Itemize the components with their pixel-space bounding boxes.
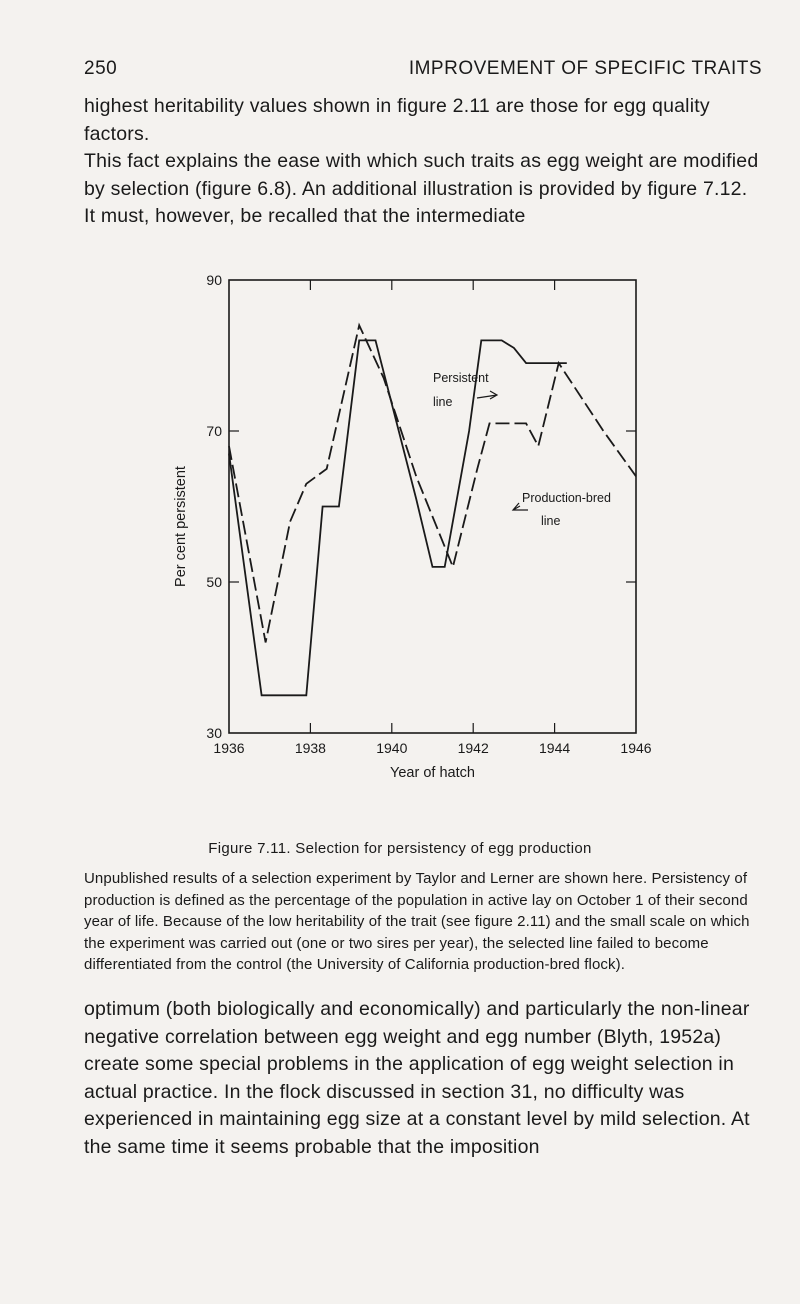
- plot-frame: [229, 280, 636, 733]
- y-tick-label: 90: [206, 272, 222, 288]
- y-axis-label: Per cent persistent: [173, 466, 189, 587]
- figure-caption-body: Unpublished results of a selection experiment by Taylor and Lerner are shown here. Persistency of production is defined as the percentage of the population in active lay on October 1 of their second year of life. Because of the low heritability of the trait (see figure 2.11) and the small scale on which the experiment was carried out (one or two sires per year), the selected line failed to become differentiated from the control (the University of California production-bred flock).: [84, 870, 750, 973]
- x-tick-label: 1940: [376, 740, 408, 756]
- annotation-production-line-label: line: [541, 514, 561, 528]
- series-persistent-line: [229, 340, 567, 695]
- annotations: [433, 371, 611, 528]
- caption-title-text: Selection for persistency of egg production: [295, 840, 592, 857]
- annotation-persistent-arrow: [477, 391, 497, 399]
- body-paragraph-bottom: optimum (both biologically and economically) and particularly the non-linear negative correlation between egg weight and egg number (Blyth, 1952a) create some special problems in the application of egg weight selection in actual practice. In the flock discussed in section 31, no difficulty was experienced in maintaining egg size at a constant level by mild selection. At the same time it seems probable that the imposition: [84, 998, 750, 1158]
- figure-caption-title: [0, 840, 800, 857]
- annotation-persistent-line-label: line: [433, 395, 453, 409]
- annotation-persistent-label: Persistent: [433, 371, 489, 385]
- y-tick-label: 30: [206, 725, 222, 741]
- y-tick-label: 70: [206, 423, 222, 439]
- y-tick-label: 50: [206, 574, 222, 590]
- plot-border: [229, 280, 636, 733]
- x-tick-label: 1938: [294, 740, 326, 756]
- x-axis-label: Year of hatch: [390, 765, 475, 781]
- persistency-chart: [0, 260, 800, 820]
- body-text-2: This fact explains the ease with which such traits as egg weight are modified by selection (figure 6.8). An additional illustration is provided by figure 7.12. It must, however, be recalled that the intermediate: [84, 150, 759, 227]
- x-tick-label: 1936: [213, 740, 245, 756]
- x-tick-label: 1944: [539, 740, 571, 756]
- body-text-1: highest heritability values shown in figure 2.11 are those for egg quality factors.: [84, 95, 710, 145]
- running-title: IMPROVEMENT OF SPECIFIC TRAITS: [408, 58, 762, 79]
- x-tick-label: 1946: [620, 740, 652, 756]
- caption-label: Figure 7.11.: [208, 840, 291, 857]
- x-tick-label: 1942: [457, 740, 489, 756]
- page-number: 250: [84, 58, 118, 79]
- body-paragraph-top: [84, 93, 760, 231]
- annotation-production-label: Production-bred: [522, 491, 611, 505]
